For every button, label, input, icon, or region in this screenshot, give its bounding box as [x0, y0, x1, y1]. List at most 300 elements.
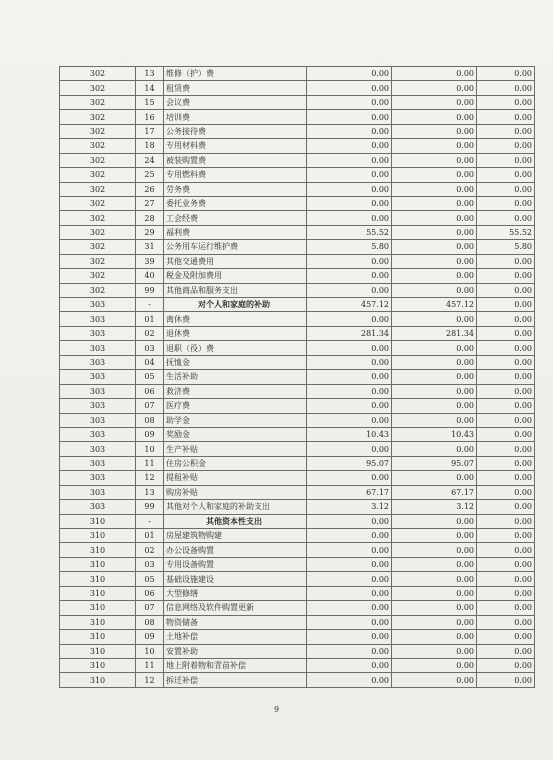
economic-item-cell: 11: [136, 658, 164, 672]
economic-item-cell: 07: [136, 601, 164, 615]
economic-class-cell: 302: [60, 225, 136, 239]
page-number: 9: [273, 705, 280, 714]
subject-name-cell: 离休费: [164, 312, 307, 326]
basic-expenditure-cell: 0.00: [392, 283, 477, 297]
project-expenditure-cell: 0.00: [477, 182, 535, 196]
project-expenditure-cell: 0.00: [477, 658, 535, 672]
total-amount-cell: 0.00: [307, 67, 392, 81]
subject-name-cell: 生活补助: [164, 370, 307, 384]
table-row: [60, 124, 535, 138]
subject-name-cell: 大型修缮: [164, 586, 307, 600]
project-expenditure-cell: 0.00: [477, 326, 535, 340]
project-expenditure-cell: 0.00: [477, 413, 535, 427]
project-expenditure-cell: 0.00: [477, 355, 535, 369]
economic-class-cell: 303: [60, 399, 136, 413]
basic-expenditure-cell: 0.00: [392, 514, 477, 528]
economic-class-cell: 302: [60, 196, 136, 210]
economic-class-cell: 302: [60, 95, 136, 109]
basic-expenditure-cell: 3.12: [392, 500, 477, 514]
project-expenditure-cell: 0.00: [477, 456, 535, 470]
subject-name-cell: 救济费: [164, 384, 307, 398]
subject-name-cell: 基础设施建设: [164, 572, 307, 586]
basic-expenditure-cell: 0.00: [392, 81, 477, 95]
economic-item-cell: 17: [136, 124, 164, 138]
project-expenditure-cell: 0.00: [477, 673, 535, 687]
total-amount-cell: 0.00: [307, 413, 392, 427]
economic-class-cell: 302: [60, 283, 136, 297]
economic-item-cell: -: [136, 514, 164, 528]
project-expenditure-cell: 0.00: [477, 81, 535, 95]
project-expenditure-cell: 0.00: [477, 67, 535, 81]
subject-name-cell: 抚恤金: [164, 355, 307, 369]
project-expenditure-cell: 0.00: [477, 254, 535, 268]
economic-item-cell: 11: [136, 456, 164, 470]
basic-expenditure-cell: 0.00: [392, 658, 477, 672]
total-amount-cell: 0.00: [307, 355, 392, 369]
economic-class-cell: 310: [60, 658, 136, 672]
total-amount-cell: 67.17: [307, 485, 392, 499]
project-expenditure-cell: 0.00: [477, 514, 535, 528]
economic-item-cell: 04: [136, 355, 164, 369]
table-body: [60, 67, 535, 688]
basic-expenditure-cell: 10.43: [392, 427, 477, 441]
total-amount-cell: 55.52: [307, 225, 392, 239]
economic-class-cell: 303: [60, 485, 136, 499]
table-row: [60, 644, 535, 658]
economic-class-cell: 302: [60, 124, 136, 138]
table-row: [60, 658, 535, 672]
table-row: [60, 341, 535, 355]
economic-item-cell: 12: [136, 673, 164, 687]
project-expenditure-cell: 5.80: [477, 240, 535, 254]
table-row: [60, 67, 535, 81]
total-amount-cell: 0.00: [307, 283, 392, 297]
table-section-row: [60, 514, 535, 528]
economic-item-cell: 01: [136, 529, 164, 543]
economic-item-cell: 01: [136, 312, 164, 326]
economic-class-cell: 303: [60, 442, 136, 456]
table-row: [60, 485, 535, 499]
total-amount-cell: 95.07: [307, 456, 392, 470]
economic-class-cell: 303: [60, 341, 136, 355]
economic-class-cell: 303: [60, 427, 136, 441]
basic-expenditure-cell: 0.00: [392, 225, 477, 239]
basic-expenditure-cell: 0.00: [392, 630, 477, 644]
table-row: [60, 586, 535, 600]
economic-class-cell: 303: [60, 500, 136, 514]
economic-item-cell: 13: [136, 485, 164, 499]
economic-item-cell: 06: [136, 586, 164, 600]
subject-name-cell: 会议费: [164, 95, 307, 109]
economic-class-cell: 302: [60, 153, 136, 167]
table-row: [60, 543, 535, 557]
total-amount-cell: 10.43: [307, 427, 392, 441]
basic-expenditure-cell: 0.00: [392, 312, 477, 326]
total-amount-cell: 0.00: [307, 557, 392, 571]
economic-item-cell: 28: [136, 211, 164, 225]
basic-expenditure-cell: 0.00: [392, 413, 477, 427]
subject-name-cell: 福利费: [164, 225, 307, 239]
subject-name-cell: 房屋建筑物购建: [164, 529, 307, 543]
total-amount-cell: 0.00: [307, 370, 392, 384]
economic-class-cell: 302: [60, 254, 136, 268]
basic-expenditure-cell: 0.00: [392, 67, 477, 81]
project-expenditure-cell: 0.00: [477, 586, 535, 600]
total-amount-cell: 0.00: [307, 399, 392, 413]
table-row: [60, 601, 535, 615]
economic-item-cell: 10: [136, 644, 164, 658]
table-row: [60, 211, 535, 225]
project-expenditure-cell: 0.00: [477, 630, 535, 644]
economic-item-cell: 08: [136, 413, 164, 427]
table-row: [60, 456, 535, 470]
total-amount-cell: 0.00: [307, 442, 392, 456]
project-expenditure-cell: 0.00: [477, 543, 535, 557]
basic-expenditure-cell: 0.00: [392, 615, 477, 629]
total-amount-cell: 0.00: [307, 196, 392, 210]
subject-name-cell: 提租补贴: [164, 471, 307, 485]
project-expenditure-cell: 55.52: [477, 225, 535, 239]
basic-expenditure-cell: 95.07: [392, 456, 477, 470]
table-row: [60, 630, 535, 644]
table-row: [60, 529, 535, 543]
subject-name-cell: 助学金: [164, 413, 307, 427]
total-amount-cell: 0.00: [307, 254, 392, 268]
subject-name-cell: 专用设备购置: [164, 557, 307, 571]
project-expenditure-cell: 0.00: [477, 572, 535, 586]
basic-expenditure-cell: 67.17: [392, 485, 477, 499]
table-row: [60, 312, 535, 326]
basic-expenditure-cell: 0.00: [392, 240, 477, 254]
table-row: [60, 95, 535, 109]
total-amount-cell: 0.00: [307, 110, 392, 124]
total-amount-cell: 0.00: [307, 658, 392, 672]
basic-expenditure-cell: 0.00: [392, 572, 477, 586]
economic-class-cell: 310: [60, 572, 136, 586]
subject-name-cell: 购房补贴: [164, 485, 307, 499]
total-amount-cell: 0.00: [307, 124, 392, 138]
economic-class-cell: 303: [60, 298, 136, 312]
subject-name-cell: 公务接待费: [164, 124, 307, 138]
economic-class-cell: 310: [60, 615, 136, 629]
basic-expenditure-cell: 0.00: [392, 673, 477, 687]
project-expenditure-cell: 0.00: [477, 168, 535, 182]
subject-name-cell: 土地补偿: [164, 630, 307, 644]
economic-item-cell: 24: [136, 153, 164, 167]
project-expenditure-cell: 0.00: [477, 312, 535, 326]
total-amount-cell: 0.00: [307, 384, 392, 398]
total-amount-cell: 0.00: [307, 586, 392, 600]
project-expenditure-cell: 0.00: [477, 341, 535, 355]
table-row: [60, 254, 535, 268]
economic-item-cell: 27: [136, 196, 164, 210]
economic-item-cell: 39: [136, 254, 164, 268]
economic-class-cell: 302: [60, 168, 136, 182]
table-row: [60, 557, 535, 571]
project-expenditure-cell: 0.00: [477, 139, 535, 153]
economic-class-cell: 310: [60, 514, 136, 528]
subject-name-cell: 其他对个人和家庭的补助支出: [164, 500, 307, 514]
subject-name-cell: 公务用车运行维护费: [164, 240, 307, 254]
economic-item-cell: 02: [136, 543, 164, 557]
project-expenditure-cell: 0.00: [477, 211, 535, 225]
subject-name-cell: 其他交通费用: [164, 254, 307, 268]
expenditure-table: [59, 66, 535, 688]
subject-name-cell: 劳务费: [164, 182, 307, 196]
economic-class-cell: 302: [60, 139, 136, 153]
total-amount-cell: 0.00: [307, 615, 392, 629]
project-expenditure-cell: 0.00: [477, 485, 535, 499]
economic-item-cell: 10: [136, 442, 164, 456]
economic-class-cell: 303: [60, 471, 136, 485]
basic-expenditure-cell: 0.00: [392, 196, 477, 210]
subject-name-cell: 其他商品和服务支出: [164, 283, 307, 297]
economic-class-cell: 302: [60, 67, 136, 81]
economic-item-cell: 18: [136, 139, 164, 153]
subject-name-cell: 其他资本性支出: [164, 514, 307, 528]
total-amount-cell: 0.00: [307, 572, 392, 586]
table-row: [60, 269, 535, 283]
basic-expenditure-cell: 457.12: [392, 298, 477, 312]
subject-name-cell: 住房公积金: [164, 456, 307, 470]
project-expenditure-cell: 0.00: [477, 124, 535, 138]
economic-item-cell: 02: [136, 326, 164, 340]
basic-expenditure-cell: 281.34: [392, 326, 477, 340]
project-expenditure-cell: 0.00: [477, 615, 535, 629]
basic-expenditure-cell: 0.00: [392, 644, 477, 658]
basic-expenditure-cell: 0.00: [392, 269, 477, 283]
total-amount-cell: 0.00: [307, 139, 392, 153]
economic-item-cell: 40: [136, 269, 164, 283]
economic-class-cell: 310: [60, 601, 136, 615]
economic-item-cell: 31: [136, 240, 164, 254]
project-expenditure-cell: 0.00: [477, 298, 535, 312]
economic-item-cell: 15: [136, 95, 164, 109]
economic-class-cell: 303: [60, 370, 136, 384]
economic-class-cell: 303: [60, 384, 136, 398]
subject-name-cell: 维修（护）费: [164, 67, 307, 81]
total-amount-cell: 457.12: [307, 298, 392, 312]
table-row: [60, 153, 535, 167]
table-row: [60, 370, 535, 384]
subject-name-cell: 培训费: [164, 110, 307, 124]
project-expenditure-cell: 0.00: [477, 370, 535, 384]
table-row: [60, 427, 535, 441]
basic-expenditure-cell: 0.00: [392, 557, 477, 571]
basic-expenditure-cell: 0.00: [392, 211, 477, 225]
economic-item-cell: 05: [136, 370, 164, 384]
subject-name-cell: 生产补贴: [164, 442, 307, 456]
total-amount-cell: 0.00: [307, 211, 392, 225]
basic-expenditure-cell: 0.00: [392, 601, 477, 615]
economic-class-cell: 310: [60, 644, 136, 658]
subject-name-cell: 对个人和家庭的补助: [164, 298, 307, 312]
table-section-row: [60, 298, 535, 312]
table-row: [60, 413, 535, 427]
subject-name-cell: 安置补助: [164, 644, 307, 658]
economic-class-cell: 310: [60, 557, 136, 571]
table-row: [60, 572, 535, 586]
basic-expenditure-cell: 0.00: [392, 355, 477, 369]
table-row: [60, 355, 535, 369]
total-amount-cell: 0.00: [307, 601, 392, 615]
table-row: [60, 240, 535, 254]
economic-item-cell: 26: [136, 182, 164, 196]
total-amount-cell: 0.00: [307, 312, 392, 326]
project-expenditure-cell: 0.00: [477, 269, 535, 283]
economic-item-cell: 25: [136, 168, 164, 182]
subject-name-cell: 拆迁补偿: [164, 673, 307, 687]
economic-class-cell: 302: [60, 182, 136, 196]
basic-expenditure-cell: 0.00: [392, 442, 477, 456]
project-expenditure-cell: 0.00: [477, 95, 535, 109]
table-row: [60, 168, 535, 182]
basic-expenditure-cell: 0.00: [392, 471, 477, 485]
subject-name-cell: 办公设备购置: [164, 543, 307, 557]
table-row: [60, 442, 535, 456]
economic-item-cell: 99: [136, 500, 164, 514]
economic-class-cell: 303: [60, 413, 136, 427]
basic-expenditure-cell: 0.00: [392, 384, 477, 398]
subject-name-cell: 奖励金: [164, 427, 307, 441]
table-row: [60, 182, 535, 196]
economic-item-cell: -: [136, 298, 164, 312]
project-expenditure-cell: 0.00: [477, 500, 535, 514]
subject-name-cell: 工会经费: [164, 211, 307, 225]
total-amount-cell: 0.00: [307, 341, 392, 355]
total-amount-cell: 5.80: [307, 240, 392, 254]
basic-expenditure-cell: 0.00: [392, 254, 477, 268]
economic-class-cell: 310: [60, 630, 136, 644]
economic-item-cell: 03: [136, 341, 164, 355]
project-expenditure-cell: 0.00: [477, 196, 535, 210]
economic-item-cell: 05: [136, 572, 164, 586]
economic-class-cell: 310: [60, 543, 136, 557]
economic-class-cell: 303: [60, 326, 136, 340]
subject-name-cell: 租赁费: [164, 81, 307, 95]
project-expenditure-cell: 0.00: [477, 471, 535, 485]
subject-name-cell: 被装购置费: [164, 153, 307, 167]
project-expenditure-cell: 0.00: [477, 442, 535, 456]
table-row: [60, 283, 535, 297]
basic-expenditure-cell: 0.00: [392, 168, 477, 182]
table-row: [60, 81, 535, 95]
economic-class-cell: 310: [60, 586, 136, 600]
subject-name-cell: 地上附着物和青苗补偿: [164, 658, 307, 672]
project-expenditure-cell: 0.00: [477, 399, 535, 413]
project-expenditure-cell: 0.00: [477, 529, 535, 543]
economic-class-cell: 303: [60, 355, 136, 369]
subject-name-cell: 退职（役）费: [164, 341, 307, 355]
project-expenditure-cell: 0.00: [477, 427, 535, 441]
total-amount-cell: 281.34: [307, 326, 392, 340]
economic-class-cell: 302: [60, 81, 136, 95]
basic-expenditure-cell: 0.00: [392, 370, 477, 384]
basic-expenditure-cell: 0.00: [392, 543, 477, 557]
basic-expenditure-cell: 0.00: [392, 529, 477, 543]
economic-class-cell: 310: [60, 529, 136, 543]
subject-name-cell: 委托业务费: [164, 196, 307, 210]
total-amount-cell: 0.00: [307, 168, 392, 182]
table-row: [60, 615, 535, 629]
table-row: [60, 399, 535, 413]
economic-class-cell: 310: [60, 673, 136, 687]
project-expenditure-cell: 0.00: [477, 644, 535, 658]
basic-expenditure-cell: 0.00: [392, 95, 477, 109]
basic-expenditure-cell: 0.00: [392, 341, 477, 355]
economic-class-cell: 302: [60, 211, 136, 225]
project-expenditure-cell: 0.00: [477, 384, 535, 398]
project-expenditure-cell: 0.00: [477, 110, 535, 124]
economic-class-cell: 303: [60, 456, 136, 470]
total-amount-cell: 0.00: [307, 644, 392, 658]
subject-name-cell: 退休费: [164, 326, 307, 340]
table-row: [60, 110, 535, 124]
economic-item-cell: 14: [136, 81, 164, 95]
subject-name-cell: 物资储备: [164, 615, 307, 629]
basic-expenditure-cell: 0.00: [392, 399, 477, 413]
economic-item-cell: 03: [136, 557, 164, 571]
total-amount-cell: 3.12: [307, 500, 392, 514]
project-expenditure-cell: 0.00: [477, 153, 535, 167]
total-amount-cell: 0.00: [307, 95, 392, 109]
subject-name-cell: 专用材料费: [164, 139, 307, 153]
total-amount-cell: 0.00: [307, 514, 392, 528]
total-amount-cell: 0.00: [307, 269, 392, 283]
table-row: [60, 225, 535, 239]
economic-item-cell: 09: [136, 427, 164, 441]
basic-expenditure-cell: 0.00: [392, 586, 477, 600]
table-row: [60, 471, 535, 485]
subject-name-cell: 专用燃料费: [164, 168, 307, 182]
basic-expenditure-cell: 0.00: [392, 182, 477, 196]
economic-item-cell: 09: [136, 630, 164, 644]
economic-item-cell: 12: [136, 471, 164, 485]
table-row: [60, 139, 535, 153]
subject-name-cell: 信息网络及软件购置更新: [164, 601, 307, 615]
total-amount-cell: 0.00: [307, 182, 392, 196]
economic-item-cell: 06: [136, 384, 164, 398]
economic-item-cell: 99: [136, 283, 164, 297]
economic-item-cell: 07: [136, 399, 164, 413]
total-amount-cell: 0.00: [307, 153, 392, 167]
economic-item-cell: 29: [136, 225, 164, 239]
total-amount-cell: 0.00: [307, 673, 392, 687]
economic-item-cell: 16: [136, 110, 164, 124]
basic-expenditure-cell: 0.00: [392, 110, 477, 124]
table-row: [60, 673, 535, 687]
total-amount-cell: 0.00: [307, 630, 392, 644]
project-expenditure-cell: 0.00: [477, 557, 535, 571]
table-row: [60, 500, 535, 514]
economic-class-cell: 302: [60, 240, 136, 254]
economic-item-cell: 08: [136, 615, 164, 629]
economic-class-cell: 303: [60, 312, 136, 326]
project-expenditure-cell: 0.00: [477, 283, 535, 297]
total-amount-cell: 0.00: [307, 529, 392, 543]
economic-item-cell: 13: [136, 67, 164, 81]
basic-expenditure-cell: 0.00: [392, 124, 477, 138]
table-row: [60, 196, 535, 210]
basic-expenditure-cell: 0.00: [392, 153, 477, 167]
economic-class-cell: 302: [60, 269, 136, 283]
basic-expenditure-cell: 0.00: [392, 139, 477, 153]
subject-name-cell: 税金及附加费用: [164, 269, 307, 283]
table-row: [60, 384, 535, 398]
table-row: [60, 326, 535, 340]
total-amount-cell: 0.00: [307, 471, 392, 485]
total-amount-cell: 0.00: [307, 543, 392, 557]
